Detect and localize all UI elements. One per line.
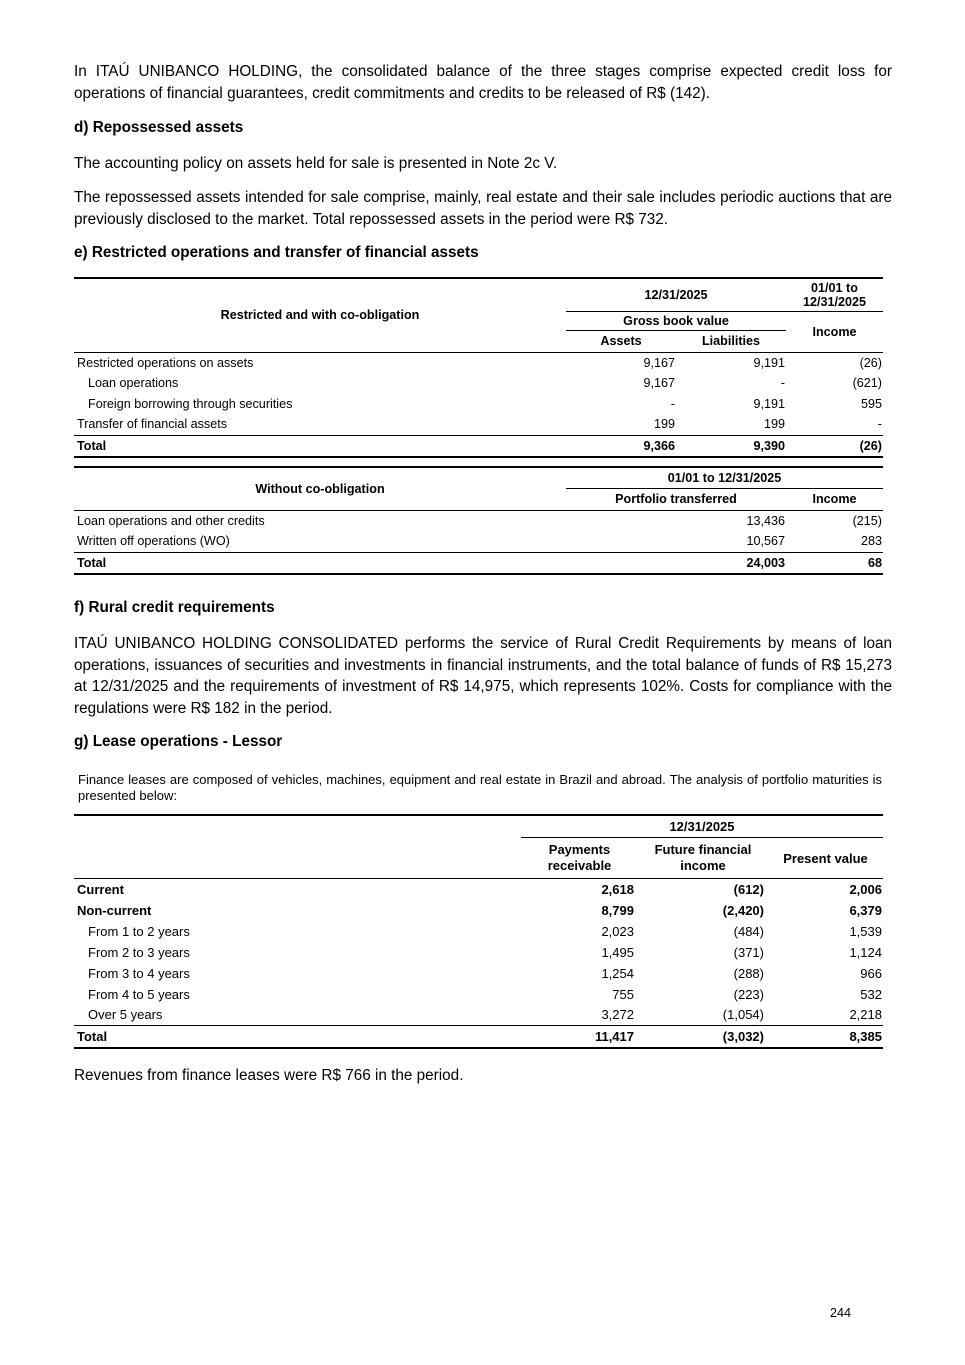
table-total-row: Total 11,417 (3,032) 8,385 xyxy=(74,1026,883,1048)
table-row: Foreign borrowing through securities - 9,191 595 xyxy=(88,396,882,411)
table1-date-header: 12/31/2025 xyxy=(566,278,786,312)
lease-note: Finance leases are composed of vehicles, machines, equipment and real estate in Brazil and abroad. The analysis of portfolio maturities is presented below: xyxy=(78,772,882,803)
table1-gross-book-value-header: Gross book value xyxy=(566,312,786,331)
table-row: Restricted operations on assets 9,167 9,191 (26) xyxy=(77,355,882,370)
table-row: Transfer of financial assets 199 199 - xyxy=(77,417,882,432)
table2-portfolio-header: Portfolio transferred xyxy=(566,489,786,511)
lease-revenue-paragraph: Revenues from finance leases were R$ 766 in the period. xyxy=(74,1067,464,1084)
table2-row-header: Without co-obligation xyxy=(74,467,566,510)
section-d-heading: d) Repossessed assets xyxy=(74,119,244,136)
table2-period-header: 01/01 to 12/31/2025 xyxy=(566,467,883,489)
table1-liabilities-header: Liabilities xyxy=(676,331,786,353)
table-row: From 3 to 4 years 1,254 (288) 966 xyxy=(88,965,882,981)
lease-maturities-table xyxy=(74,814,883,1049)
table-row: From 1 to 2 years 2,023 (484) 1,539 xyxy=(88,923,882,939)
section-d-paragraph-2: The repossessed assets intended for sale comprise, mainly, real estate and their sale includes periodic auctions that are previously disclosed to the market. Total repossessed assets in the period were R$ 732. xyxy=(74,189,892,228)
restricted-operations-table xyxy=(74,277,883,458)
section-g-heading: g) Lease operations - Lessor xyxy=(74,733,283,750)
intro-paragraph: In ITAÚ UNIBANCO HOLDING, the consolidated balance of the three stages comprise expected credit loss for operations of financial guarantees, credit commitments and credits to be released of R$ (142). xyxy=(74,63,892,102)
table-row: Loan operations and other credits 13,436 (215) xyxy=(77,513,882,528)
lease-present-value-header: Present value xyxy=(768,838,883,879)
lease-date-header: 12/31/2025 xyxy=(521,815,883,838)
lease-future-income-header: Future financial income xyxy=(638,838,768,879)
table-total-row: Total 9,366 9,390 (26) xyxy=(74,435,883,457)
table1-period-header: 01/01 to 12/31/2025 xyxy=(786,278,883,312)
table1-row-header: Restricted and with co-obligation xyxy=(74,278,566,352)
section-f-heading: f) Rural credit requirements xyxy=(74,599,275,616)
lease-payments-header: Payments receivable xyxy=(521,838,638,879)
table-total-row: Total 24,003 68 xyxy=(74,552,883,574)
page-number: 244 xyxy=(830,1306,852,1320)
table-row: From 2 to 3 years 1,495 (371) 1,124 xyxy=(88,944,882,960)
without-co-obligation-table xyxy=(74,466,883,575)
table-row: Over 5 years 3,272 (1,054) 2,218 xyxy=(88,1007,882,1023)
lease-table-corner xyxy=(74,815,521,879)
table-row: From 4 to 5 years 755 (223) 532 xyxy=(88,986,882,1002)
section-d-paragraph-1: The accounting policy on assets held for sale is presented in Note 2c V. xyxy=(74,155,558,172)
section-e-heading: e) Restricted operations and transfer of financial assets xyxy=(74,244,479,261)
table-row: Current 2,618 (612) 2,006 xyxy=(77,881,882,897)
table2-income-header: Income xyxy=(786,489,883,511)
table1-income-header: Income xyxy=(786,312,883,353)
table1-assets-header: Assets xyxy=(566,331,676,353)
table-row: Loan operations 9,167 - (621) xyxy=(88,376,882,391)
section-f-paragraph: ITAÚ UNIBANCO HOLDING CONSOLIDATED performs the service of Rural Credit Requirements by means of loan operations, issuances of securities and investments in financial instruments, and the total balance of funds of R$ 15,273 at 12/31/2025 and the requirements of investment of R$ 14,975, which represents 102%. Costs for compliance with the regulations were R$ 182 in the period. xyxy=(74,635,892,717)
table-row: Written off operations (WO) 10,567 283 xyxy=(77,534,882,549)
table-row: Non-current 8,799 (2,420) 6,379 xyxy=(77,902,882,918)
